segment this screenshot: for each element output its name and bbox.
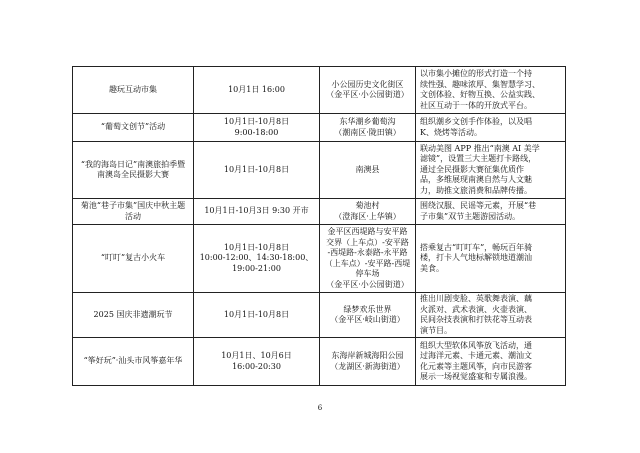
event-time-line: 10月1日、10月6日 (221, 351, 292, 360)
event-time-line: 10月1日 16:00 (228, 84, 285, 94)
event-name-line: “葡萄文创节”活动 (100, 122, 166, 132)
event-desc-line: K、烧烤等活动。 (420, 127, 482, 137)
event-name-cell (73, 114, 194, 142)
event-place-cell (320, 142, 416, 199)
event-desc-line: 续性强、趣味浓厚、集智慧学习、 (420, 79, 540, 89)
event-time-line: 10月1日-10月3日 9:30 开市 (204, 206, 309, 216)
page-number: 6 (317, 404, 323, 412)
event-name-cell (73, 67, 194, 114)
event-desc-cell (416, 338, 566, 386)
event-place-cell (320, 225, 416, 293)
event-desc-cell (416, 225, 566, 293)
event-name-line: 南澳岛全民摄影大赛 (97, 170, 169, 179)
event-desc-line: 滤镜”，设置三大主题打卡路线， (420, 154, 537, 164)
event-desc-line: 子市集”双节主题游园活动。 (420, 211, 521, 221)
event-desc-line: 民间杂技表演和打铁花等互动表 (420, 315, 532, 324)
event-time-cell (194, 67, 320, 114)
event-place-line: （潮南区·陇田镇） (334, 127, 401, 137)
event-place-line: （上车点）-安平路-西堤 (324, 258, 411, 268)
table-row (73, 142, 566, 199)
event-place-line: 停车场 (355, 269, 380, 278)
event-name-line: 趣玩互动市集 (109, 84, 157, 94)
table-row (73, 199, 566, 225)
event-desc-line: 化元素等主题风筝，向市民游客 (420, 361, 532, 371)
event-time-cell (194, 199, 320, 225)
event-time-cell (194, 293, 320, 338)
event-place-line: （金平区·小公园街道） (326, 279, 409, 289)
table-row (73, 338, 566, 386)
event-time-line: 16:00-20:30 (232, 361, 281, 371)
event-time-line: 10月1日-10月8日 (223, 309, 290, 319)
event-place-line: （金平区·岐山街道） (330, 315, 405, 324)
table-row (73, 67, 566, 114)
event-time-cell (194, 142, 320, 199)
event-name-line: 活动 (125, 211, 141, 221)
event-place-line: （龙湖区·新海街道） (330, 361, 405, 371)
event-desc-cell (416, 293, 566, 338)
event-desc-cell (416, 142, 566, 199)
event-name-line: 菊池“巷子市集”国庆中秋主题 (80, 201, 186, 210)
event-place-line: 金平区西堤路与安平路 (327, 227, 408, 236)
event-desc-line: 组织大型软体风筝放飞活动，通 (420, 340, 532, 350)
event-time-line: 10:00-12:00、14:30-18:00、 (199, 253, 314, 263)
event-name-line: “叮叮”复古小火车 (100, 253, 166, 263)
event-name-cell (73, 142, 194, 199)
event-place-line: 东海岸新城海阳公园 (331, 351, 404, 360)
event-desc-line: 演节目。 (420, 325, 452, 335)
event-desc-line: 火派对、武术表演、火壶表演、 (420, 304, 532, 314)
event-desc-cell (416, 67, 566, 114)
event-place-line: 菊池村 (355, 201, 380, 210)
event-desc-line: 社区互动于一体的开放式平台。 (420, 100, 532, 110)
event-name-line: “筝好玩”·汕头市风筝嘉年华 (83, 356, 183, 366)
event-name-cell (73, 225, 194, 293)
event-name-line: “我的海岛日记”南澳旅拍季暨 (80, 159, 186, 169)
event-place-line: 绿梦欢乐世界 (343, 304, 392, 314)
event-desc-line: 文创体验、好物互换、公益实践、 (420, 90, 540, 99)
event-desc-line: 围绕汉服、民谣等元素，开展“巷 (420, 201, 537, 210)
events-table (72, 66, 566, 386)
event-place-cell (320, 293, 416, 338)
event-time-cell (194, 114, 320, 142)
event-place-line: 小公园历史文化街区 (331, 79, 404, 89)
event-desc-line: 联动美图 APP 推出“南澳 AI 美学 (420, 143, 540, 153)
event-desc-line: 楼，打卡人气地标解锁地道潮汕 (420, 253, 532, 263)
table-row (73, 225, 566, 293)
event-desc-line: 通过全民摄影大赛征集优质作 (420, 164, 524, 174)
event-desc-line: 美食。 (420, 263, 444, 273)
event-place-cell (320, 338, 416, 386)
event-time-line: 9:00-18:00 (234, 127, 279, 137)
event-name-cell (73, 338, 194, 386)
event-time-line: 19:00-21:00 (232, 263, 281, 273)
event-time-line: 10月1日-10月8日 (223, 164, 290, 174)
event-name-line: 2025 国庆非遗潮玩节 (93, 309, 173, 319)
event-time-line: 10月1日-10月8日 (223, 117, 290, 126)
event-place-line: 南澳县 (355, 164, 380, 174)
event-name-cell (73, 293, 194, 338)
event-desc-line: 力，助推文旅消费和品牌传播。 (420, 185, 532, 195)
event-time-line: 10月1日-10月8日 (223, 242, 290, 252)
event-place-line: -西堤路-永泰路-永平路 (327, 248, 408, 257)
event-name-cell (73, 199, 194, 225)
event-place-line: （澄海区·上华镇） (334, 211, 401, 221)
event-place-line: 交界（上车点）-安平路 (326, 237, 409, 247)
event-desc-line: 过海洋元素、卡通元素、潮汕文 (420, 351, 532, 360)
event-place-line: 东华潮乡葡萄沟 (339, 117, 396, 126)
event-desc-cell (416, 114, 566, 142)
event-place-cell (320, 67, 416, 114)
table-row (73, 114, 566, 142)
event-place-line: （金平区·小公园街道） (326, 90, 409, 99)
event-desc-cell (416, 199, 566, 225)
table-row (73, 293, 566, 338)
event-desc-line: 搭乘复古“叮叮车”，畅玩百年骑 (420, 242, 533, 252)
event-place-cell (320, 114, 416, 142)
event-desc-line: 组织潮乡文创手作体验，以及唱 (420, 117, 532, 126)
event-place-cell (320, 199, 416, 225)
event-desc-line: 品，多维展现南澳自然与人文魅 (420, 175, 532, 185)
event-time-cell (194, 225, 320, 293)
event-time-cell (194, 338, 320, 386)
event-desc-line: 展示一场视觉盛宴和专属浪漫。 (420, 372, 532, 381)
event-desc-line: 推出川剧变脸、英歌舞表演、藕 (420, 294, 532, 303)
event-desc-line: 以市集小摊位的形式打造一个持 (420, 69, 532, 78)
